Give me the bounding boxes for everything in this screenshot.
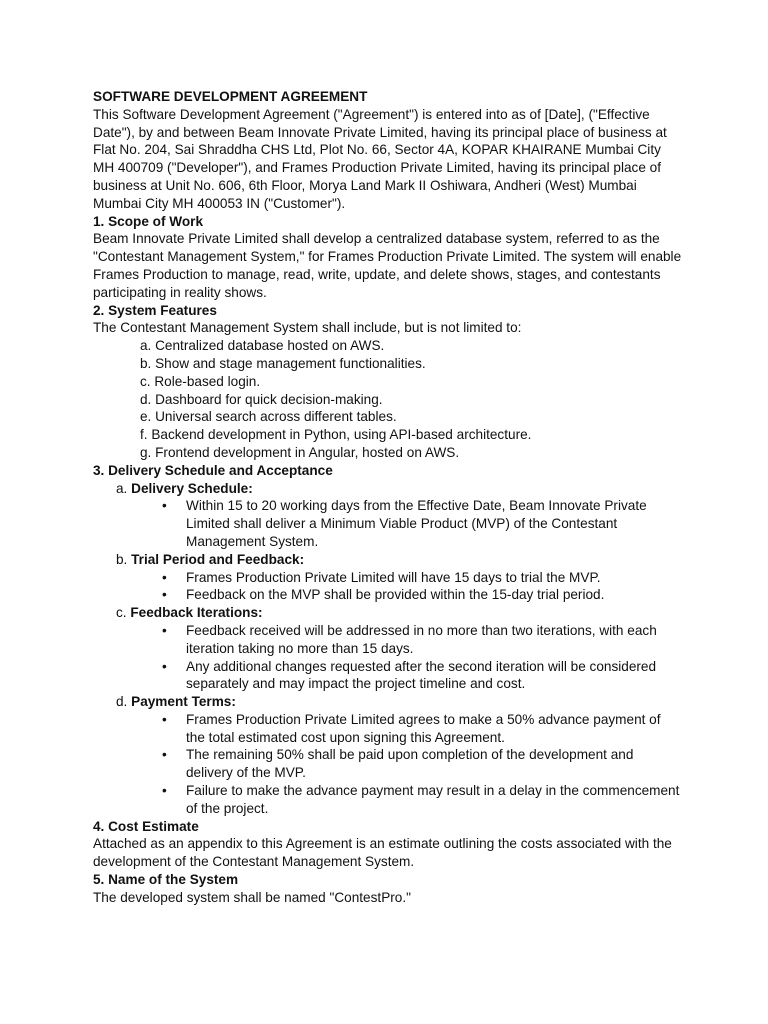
bullet-item: • Feedback on the MVP shall be provided within the 15-day trial period. (186, 586, 683, 604)
feature-item: b. Show and stage management functionalities. (140, 355, 426, 371)
subsection-letter: a. (116, 480, 128, 496)
feature-item: d. Dashboard for quick decision-making. (140, 391, 383, 407)
subsection-title: Delivery Schedule: (131, 480, 253, 496)
feature-list (140, 337, 683, 462)
feature-item: g. Frontend development in Angular, hosted on AWS. (140, 444, 460, 460)
section-heading-name: 5. Name of the System (93, 872, 239, 888)
subsection-trial-period (93, 551, 683, 604)
bullet-list (116, 622, 683, 693)
bullet-list (116, 711, 683, 818)
feature-item: a. Centralized database hosted on AWS. (140, 338, 385, 354)
feature-item: f. Backend development in Python, using API-based architecture. (140, 427, 532, 443)
delivery-subsections (93, 480, 683, 818)
subsection-title: Trial Period and Feedback: (131, 551, 305, 567)
subsection-title: Feedback Iterations: (130, 605, 263, 621)
subsection-title: Payment Terms: (131, 694, 236, 710)
bullet-item: • The remaining 50% shall be paid upon completion of the development and delivery of the MVP. (186, 746, 683, 782)
document-title: SOFTWARE DEVELOPMENT AGREEMENT (93, 89, 368, 104)
bullet-list (116, 497, 683, 550)
subsection-letter: b. (116, 551, 128, 567)
subsection-payment-terms (93, 693, 683, 818)
bullet-item: • Any additional changes requested after the second iteration will be considered separately and may impact the project timeline and cost. (186, 658, 683, 694)
intro-paragraph: This Software Development Agreement ("Agreement") is entered into as of [Date], ("Effective Date"), by and between Beam Innovate Private Limited, having its principal place of business at Flat No. 204, Sai Shraddha CHS Ltd, Plot No. 66, Sector 4A, KOPAR KHAIRANE Mumbai City MH 400709 ("Developer"), and Frames Production Private Limited, having its principal place of business at Unit No. 606, 6th Floor, Morya Land Mark II Oshiwara, Andheri (West) Mumbai Mumbai City MH 400053 IN ("Customer"). (93, 106, 667, 211)
section-heading-scope: 1. Scope of Work (93, 213, 204, 229)
bullet-item: • Within 15 to 20 working days from the Effective Date, Beam Innovate Private Limited shall deliver a Minimum Viable Product (MVP) of the Contestant Management System. (186, 497, 683, 550)
section-heading-delivery: 3. Delivery Schedule and Acceptance (93, 462, 333, 478)
subsection-delivery-schedule (93, 480, 683, 551)
section-body-scope: Beam Innovate Private Limited shall develop a centralized database system, referred to as the "Contestant Management System," for Frames Production Private Limited. The system will enable Frames Production to manage, read, write, update, and delete shows, stages, and contestants participating in reality shows. (93, 231, 682, 300)
subsection-letter: d. (116, 694, 128, 710)
subsection-feedback-iterations (93, 604, 683, 693)
bullet-item: • Frames Production Private Limited agrees to make a 50% advance payment of the total estimated cost upon signing this Agreement. (186, 711, 683, 747)
feature-item: e. Universal search across different tables. (140, 409, 397, 425)
bullet-item: • Frames Production Private Limited will have 15 days to trial the MVP. (186, 569, 683, 587)
section-body-name: The developed system shall be named "ContestPro." (93, 889, 411, 905)
document-page (93, 88, 683, 907)
bullet-item: • Failure to make the advance payment may result in a delay in the commencement of the project. (186, 782, 683, 818)
feature-item: c. Role-based login. (140, 373, 261, 389)
bullet-item: • Feedback received will be addressed in no more than two iterations, with each iteration taking no more than 15 days. (186, 622, 683, 658)
section-body-cost: Attached as an appendix to this Agreement is an estimate outlining the costs associated with the development of the Contestant Management System. (93, 836, 672, 870)
subsection-letter: c. (116, 605, 127, 621)
bullet-list (116, 569, 683, 605)
section-body-features: The Contestant Management System shall include, but is not limited to: (93, 320, 522, 336)
section-heading-features: 2. System Features (93, 302, 217, 318)
section-heading-cost: 4. Cost Estimate (93, 818, 199, 834)
